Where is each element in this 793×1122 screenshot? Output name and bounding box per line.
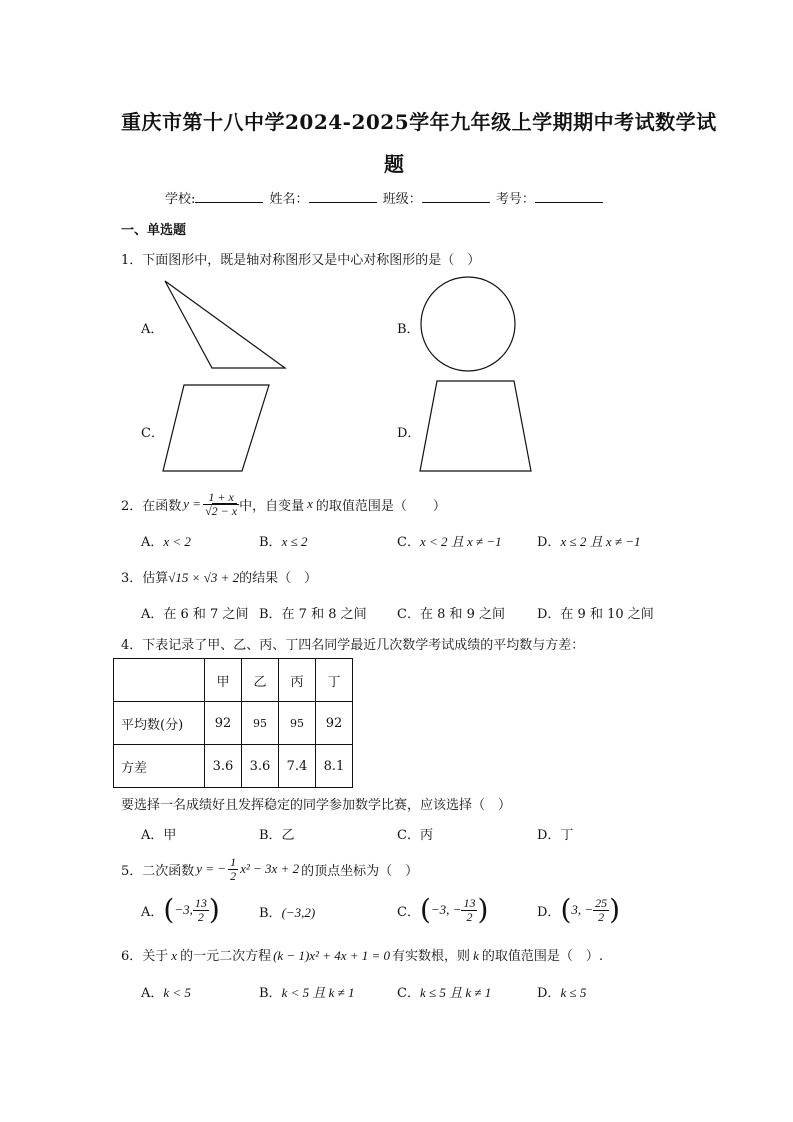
- q3-option-d[interactable]: D．在 9 和 10 之间: [537, 607, 654, 622]
- q6-mid: 的一元二次方程: [180, 949, 272, 964]
- q5-d-num: 25: [595, 895, 608, 910]
- q2-option-d-value: x ≤ 2 且 x ≠ −1: [560, 534, 641, 549]
- q5-option-b-label: B．: [259, 906, 282, 921]
- q1-option-c-parallelogram: [160, 382, 272, 474]
- q4-option-a[interactable]: A．甲: [141, 828, 177, 843]
- q6-option-a-label: A．: [141, 986, 164, 1001]
- q5-y-eq: y = −: [196, 861, 227, 876]
- name-blank[interactable]: [309, 190, 377, 203]
- q6-option-d-value: k ≤ 5: [560, 985, 587, 1000]
- question-6-stem: [121, 945, 603, 964]
- table-header-cell: 乙: [242, 659, 279, 702]
- q2-fraction: [203, 491, 239, 517]
- q4-followup: 要选择一名成绩好且发挥稳定的同学参加数学比赛，应该选择（ ）: [121, 798, 512, 813]
- q5-prefix: 5．二次函数: [121, 863, 195, 879]
- q5-rest: x² − 3x + 2: [240, 861, 300, 876]
- q6-option-c-value: k ≤ 5 且 k ≠ 1: [419, 985, 492, 1000]
- q2-prefix: 2．在函数: [121, 498, 182, 514]
- q2-variable: x: [307, 496, 313, 511]
- table-cell: 7.4: [279, 745, 316, 788]
- table-cell: 8.1: [316, 745, 353, 788]
- scores-table: [113, 658, 353, 788]
- q1-option-a-label[interactable]: A．: [141, 322, 164, 337]
- q5-d-fraction: [593, 897, 609, 923]
- question-5-stem: [121, 850, 418, 888]
- q6-option-b[interactable]: [259, 982, 355, 1001]
- q6-option-b-value: k < 5 且 k ≠ 1: [281, 985, 355, 1000]
- section-heading: 一、单选题: [121, 223, 187, 238]
- table-row: [114, 745, 353, 788]
- q2-option-a-label: A．: [141, 535, 164, 550]
- q5-c-paren-right: ): [477, 893, 489, 926]
- q3-option-a[interactable]: A．在 6 和 7 之间: [141, 607, 249, 622]
- q2-suffix2: 的取值范围是（ ）: [315, 498, 446, 514]
- q2-suffix: 中，自变量: [239, 498, 305, 514]
- q2-option-d-label: D．: [537, 535, 561, 550]
- q3-prefix: 3．估算: [121, 571, 169, 586]
- q5-fraction: [228, 856, 238, 882]
- q2-option-b-label: B．: [259, 535, 282, 550]
- table-cell: 95: [242, 702, 279, 745]
- q5-a-paren-right: ): [208, 893, 220, 926]
- q6-option-d[interactable]: [537, 982, 586, 1001]
- q1-option-b-circle: [415, 274, 521, 374]
- school-label: 学校:: [165, 192, 196, 207]
- q3-expression: √15 × √3 + 2: [168, 570, 240, 585]
- q2-option-c-value: x < 2 且 x ≠ −1: [419, 534, 502, 549]
- q1-option-c-label[interactable]: C．: [141, 426, 164, 441]
- q3-suffix: 的结果（ ）: [239, 571, 318, 586]
- q1-option-a-triangle: [160, 278, 290, 373]
- q6-variable: x: [171, 948, 178, 963]
- q5-option-c-label: C．: [397, 904, 420, 920]
- class-label: 班级：: [382, 192, 422, 207]
- class-blank[interactable]: [422, 190, 490, 203]
- q1-option-b-label[interactable]: B．: [397, 322, 420, 337]
- page-title: 重庆市第十八中学2024-2025学年九年级上学期期中考试数学试: [121, 110, 717, 134]
- q2-denominator-radicand: 2 − x: [211, 503, 238, 518]
- q5-c-paren-left: (: [419, 893, 431, 926]
- q5-option-a[interactable]: [141, 892, 220, 928]
- q5-a-paren-left: (: [163, 893, 175, 926]
- q4-option-c[interactable]: C．丙: [397, 828, 433, 843]
- q2-option-b-value: x ≤ 2: [281, 534, 308, 549]
- q5-a-num: 13: [194, 895, 207, 910]
- q5-numerator: 1: [230, 854, 237, 869]
- table-header-row: [114, 659, 353, 702]
- table-cell: 平均数(分): [114, 702, 205, 745]
- q4-option-b[interactable]: B．乙: [259, 828, 295, 843]
- q2-option-c-label: C．: [397, 535, 420, 550]
- table-header-cell: 丁: [316, 659, 353, 702]
- q2-option-d[interactable]: [537, 531, 641, 550]
- q5-a-fraction: [193, 897, 209, 923]
- table-cell: 方差: [114, 745, 205, 788]
- q5-option-d-label: D．: [537, 904, 561, 920]
- question-2-stem: [121, 484, 446, 524]
- q5-option-b[interactable]: [259, 902, 315, 921]
- name-label: 姓名：: [269, 192, 309, 207]
- q5-c-num: 13: [463, 895, 476, 910]
- table-cell: 95: [279, 702, 316, 745]
- q5-a-den: 2: [197, 909, 204, 924]
- table-header-cell: [114, 659, 205, 702]
- table-row: [114, 702, 353, 745]
- page-title-continued: 题: [384, 152, 405, 176]
- table-cell: 3.6: [205, 745, 242, 788]
- q2-option-b[interactable]: [259, 531, 307, 550]
- question-1-stem: 1．下面图形中，既是轴对称图形又是中心对称图形的是（ ）: [121, 253, 481, 268]
- q5-option-b-value: (−3,2): [281, 905, 316, 920]
- q5-denominator: 2: [230, 868, 237, 883]
- q5-c-den: 2: [466, 909, 473, 924]
- question-4-stem: 4．下表记录了甲、乙、丙、丁四名同学最近几次数学考试成绩的平均数与方差：: [121, 638, 585, 653]
- q6-option-c[interactable]: [397, 982, 491, 1001]
- q6-prefix: 6．关于: [121, 949, 169, 964]
- q2-option-a[interactable]: [141, 531, 191, 550]
- q2-denominator: √2 − x: [205, 503, 238, 518]
- q6-option-d-label: D．: [537, 986, 561, 1001]
- q6-option-c-label: C．: [397, 986, 420, 1001]
- q6-suffix: 有实数根，则: [392, 949, 471, 964]
- q3-option-b[interactable]: B．在 7 和 8 之间: [259, 607, 367, 622]
- q6-option-a[interactable]: [141, 982, 191, 1001]
- q1-option-d-label[interactable]: D．: [397, 426, 421, 441]
- q3-option-c[interactable]: C．在 8 和 9 之间: [397, 607, 506, 622]
- q6-equation: (k − 1)x² + 4x + 1 = 0: [273, 948, 391, 963]
- school-blank[interactable]: [195, 190, 263, 203]
- header-fields: [165, 188, 605, 207]
- q5-c-left: −3, −: [430, 902, 462, 917]
- q1-option-d-trapezoid: [417, 378, 535, 474]
- q6-option-b-label: B．: [259, 986, 282, 1001]
- q5-option-c[interactable]: [397, 892, 488, 928]
- q2-option-a-value: x < 2: [163, 534, 191, 549]
- question-3-stem: [121, 567, 317, 586]
- q5-suffix: 的顶点坐标为（ ）: [301, 863, 419, 879]
- table-cell: 92: [205, 702, 242, 745]
- q5-option-d[interactable]: [537, 892, 620, 928]
- q2-y-eq: y =: [183, 496, 202, 511]
- number-label: 考号：: [495, 192, 535, 207]
- q5-d-den: 2: [598, 909, 605, 924]
- q6-suffix2: 的取值范围是（ ）.: [481, 949, 603, 964]
- number-blank[interactable]: [535, 190, 603, 203]
- table-header-cell: 甲: [205, 659, 242, 702]
- q6-k: k: [473, 948, 479, 963]
- q4-option-d[interactable]: D．丁: [537, 828, 574, 843]
- q5-d-left: 3, −: [571, 902, 594, 917]
- table-cell: 92: [316, 702, 353, 745]
- q5-a-left: −3,: [174, 902, 193, 917]
- table-cell: 3.6: [242, 745, 279, 788]
- q2-option-c[interactable]: [397, 531, 502, 550]
- q5-option-a-label: A．: [141, 904, 164, 920]
- q5-c-fraction: [461, 897, 477, 923]
- q6-option-a-value: k < 5: [163, 985, 191, 1000]
- q5-d-paren-right: ): [609, 893, 621, 926]
- table-header-cell: 丙: [279, 659, 316, 702]
- q5-d-paren-left: (: [560, 893, 572, 926]
- q2-numerator: 1 + x: [203, 491, 239, 505]
